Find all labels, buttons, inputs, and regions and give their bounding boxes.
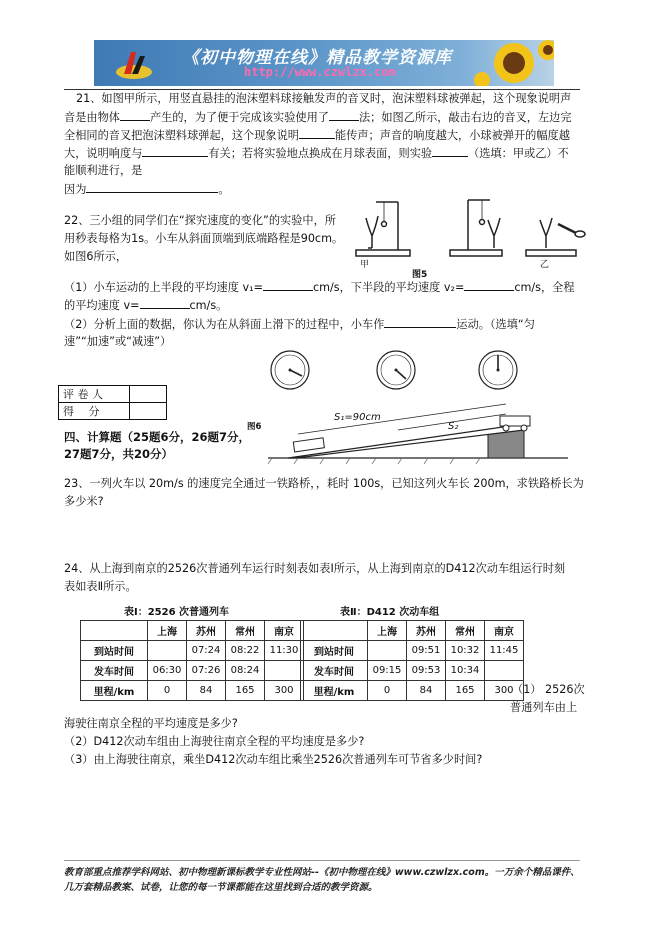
q21-blank-5[interactable] [432, 144, 468, 157]
table2 [300, 620, 524, 701]
q23-line2: 多少米? [64, 495, 104, 508]
q22-blank-motion[interactable] [384, 315, 456, 328]
table-row [301, 641, 524, 661]
table-cell: 发车时间 [81, 661, 148, 681]
table-cell: 南京 [265, 621, 304, 641]
table-cell: 苏州 [407, 621, 446, 641]
table-cell [485, 661, 524, 681]
table2-header-row [301, 621, 524, 641]
table-cell: 到站时间 [301, 641, 368, 661]
figure-6-label: 图6 [247, 422, 262, 432]
table1-caption: 表Ⅰ：2526 次普通列车 [124, 607, 230, 618]
table-cell: 11:30 [265, 641, 304, 661]
header-title: 《初中物理在线》精品教学资源库 [182, 48, 452, 68]
q22-blank-v[interactable] [140, 296, 190, 309]
figure-6-s1-label: S₁=90cm [334, 412, 381, 423]
table-cell: 07:24 [187, 641, 226, 661]
table-row [301, 681, 524, 701]
logo-icon [114, 46, 154, 82]
stopwatches [268, 346, 524, 396]
q21-line4: 大，说明响度与 有关；若将实验地点换成在月球表面，则实验 （选填：甲或乙）不 [64, 144, 569, 163]
table-cell: 165 [446, 681, 485, 701]
table-cell: 09:51 [407, 641, 446, 661]
table-cell: 10:32 [446, 641, 485, 661]
table-cell: 07:26 [187, 661, 226, 681]
table-cell: 09:15 [368, 661, 407, 681]
q22-blank-v1[interactable] [263, 278, 313, 291]
table-cell [265, 661, 304, 681]
q24-line2: 表如表Ⅱ所示。 [64, 580, 137, 593]
table-cell: 10:34 [446, 661, 485, 681]
figure-5-jia: 甲 [360, 260, 370, 270]
table-cell: 300 [485, 681, 524, 701]
table-cell: 06:30 [148, 661, 187, 681]
q21-line3: 全相同的音叉把泡沫塑料球弹起，这个现象说明 能传声；声音的响度越大，小球被弹开的幅度越 [64, 126, 570, 145]
table1-header-row [81, 621, 304, 641]
table-cell: 84 [187, 681, 226, 701]
q22-line3: 如图6所示， [64, 250, 128, 263]
score-label-score: 得 分 [59, 403, 130, 420]
table-cell: 上海 [148, 621, 187, 641]
q22-line6: （2）分析上面的数据，你认为在从斜面上滑下的过程中，小车作 运动。（选填“匀 [64, 315, 535, 334]
q24-part1-b: 普通列车由上 [510, 701, 578, 714]
score-cell-score[interactable] [130, 403, 167, 420]
score-cell-grader[interactable] [130, 386, 167, 403]
figure-5-tuning-forks [354, 192, 586, 282]
q21-blank-1[interactable] [120, 108, 150, 121]
q24-part2: （2）D412次动车组由上海驶往南京全程的平均速度是多少? [64, 735, 365, 748]
section4-heading-line1: 四、计算题（25题6分，26题7分， [64, 430, 251, 444]
q22-line2: 用秒表每格为1s。小车从斜面顶端到底端路程是90cm。 [64, 232, 344, 245]
figure-5-yi: 乙 [540, 260, 550, 270]
table-cell: 0 [368, 681, 407, 701]
footer-rule [64, 860, 580, 861]
sunflower-icon [474, 40, 554, 86]
table-cell: 里程/km [81, 681, 148, 701]
table-cell: 300 [265, 681, 304, 701]
q21-line2: 音是由物体 产生的，为了便于完成该实验使用了 法；如图乙所示，敲击右边的音叉，左边完 [64, 108, 572, 127]
q21-line6: 因为 。 [64, 180, 230, 199]
figure-5-label: 图5 [412, 270, 428, 280]
table-cell: 165 [226, 681, 265, 701]
table-cell [148, 641, 187, 661]
q23-line1: 23、一列火车以 20m/s 的速度完全通过一铁路桥，，耗时 100s，已知这列火车长 200m，求铁路桥长为 [64, 477, 584, 490]
table1 [80, 620, 304, 701]
q22-line4: （1）小车运动的上半段的平均速度 v₁= cm/s，下半段的平均速度 v₂= cm/s，全程 [64, 278, 575, 297]
table-cell: 09:53 [407, 661, 446, 681]
table-cell [301, 621, 368, 641]
table-cell: 到站时间 [81, 641, 148, 661]
header-url[interactable]: http://www.czwlzx.com [244, 65, 396, 79]
score-table [58, 385, 167, 420]
q24-part3: （3）由上海驶往南京，乘坐D412次动车组比乘坐2526次普通列车可节省多少时间? [64, 753, 483, 766]
q22-blank-v2[interactable] [464, 278, 514, 291]
q21-blank-6[interactable] [86, 180, 218, 193]
table-cell: 苏州 [187, 621, 226, 641]
table-cell [81, 621, 148, 641]
table-row [81, 661, 304, 681]
table-row [81, 641, 304, 661]
q24-part1-c: 海驶往南京全程的平均速度是多少? [64, 717, 238, 730]
table-cell: 上海 [368, 621, 407, 641]
table-cell: 08:24 [226, 661, 265, 681]
section4-heading-line2: 27题7分，共20分） [64, 447, 174, 461]
table-cell: 常州 [226, 621, 265, 641]
table-row [81, 681, 304, 701]
footer-text: 教育部重点推荐学科网站、初中物理新课标教学专业性网站--《初中物理在线》www.czwlzx.com。一万余个精品课件、几万套精品教案、试卷，让您的每一节课都能在这里找到合适的教学资源。 [64, 867, 580, 893]
table-cell: 南京 [485, 621, 524, 641]
q22-line1: 22、三小组的同学们在“探究速度的变化”的实验中，所 [64, 214, 336, 227]
q21-blank-4[interactable] [142, 144, 208, 157]
table-cell: 84 [407, 681, 446, 701]
table-cell: 发车时间 [301, 661, 368, 681]
q21-blank-3[interactable] [299, 126, 335, 139]
table-cell: 常州 [446, 621, 485, 641]
q24-line1: 24、从上海到南京的2526次普通列车运行时刻表如表Ⅰ所示，从上海到南京的D412次动车组运行时刻 [64, 562, 566, 575]
q21-blank-2[interactable] [329, 108, 359, 121]
score-label-grader: 评 卷 人 [59, 386, 130, 403]
q22-line5: 的平均速度 v= cm/s。 [64, 296, 227, 315]
table2-caption: 表Ⅱ：D412 次动车组 [340, 607, 440, 618]
table-cell: 里程/km [301, 681, 368, 701]
table-row [301, 661, 524, 681]
figure-6-s2-label: S₂ [448, 421, 459, 432]
q24-part1-a: （1） 2526次 [512, 683, 585, 696]
table-cell: 08:22 [226, 641, 265, 661]
table-cell [368, 641, 407, 661]
table-cell: 11:45 [485, 641, 524, 661]
q21-line1: 21、如图甲所示，用竖直悬挂的泡沫塑料球接触发声的音叉时，泡沫塑料球被弹起，这个现象说明声 [76, 92, 572, 105]
q21-line5: 能顺利进行，是 [64, 164, 143, 177]
figure-6-incline [268, 394, 568, 466]
table-cell: 0 [148, 681, 187, 701]
header-banner [94, 40, 554, 86]
q22-line7: 速”“加速”或“减速”） [64, 335, 172, 348]
